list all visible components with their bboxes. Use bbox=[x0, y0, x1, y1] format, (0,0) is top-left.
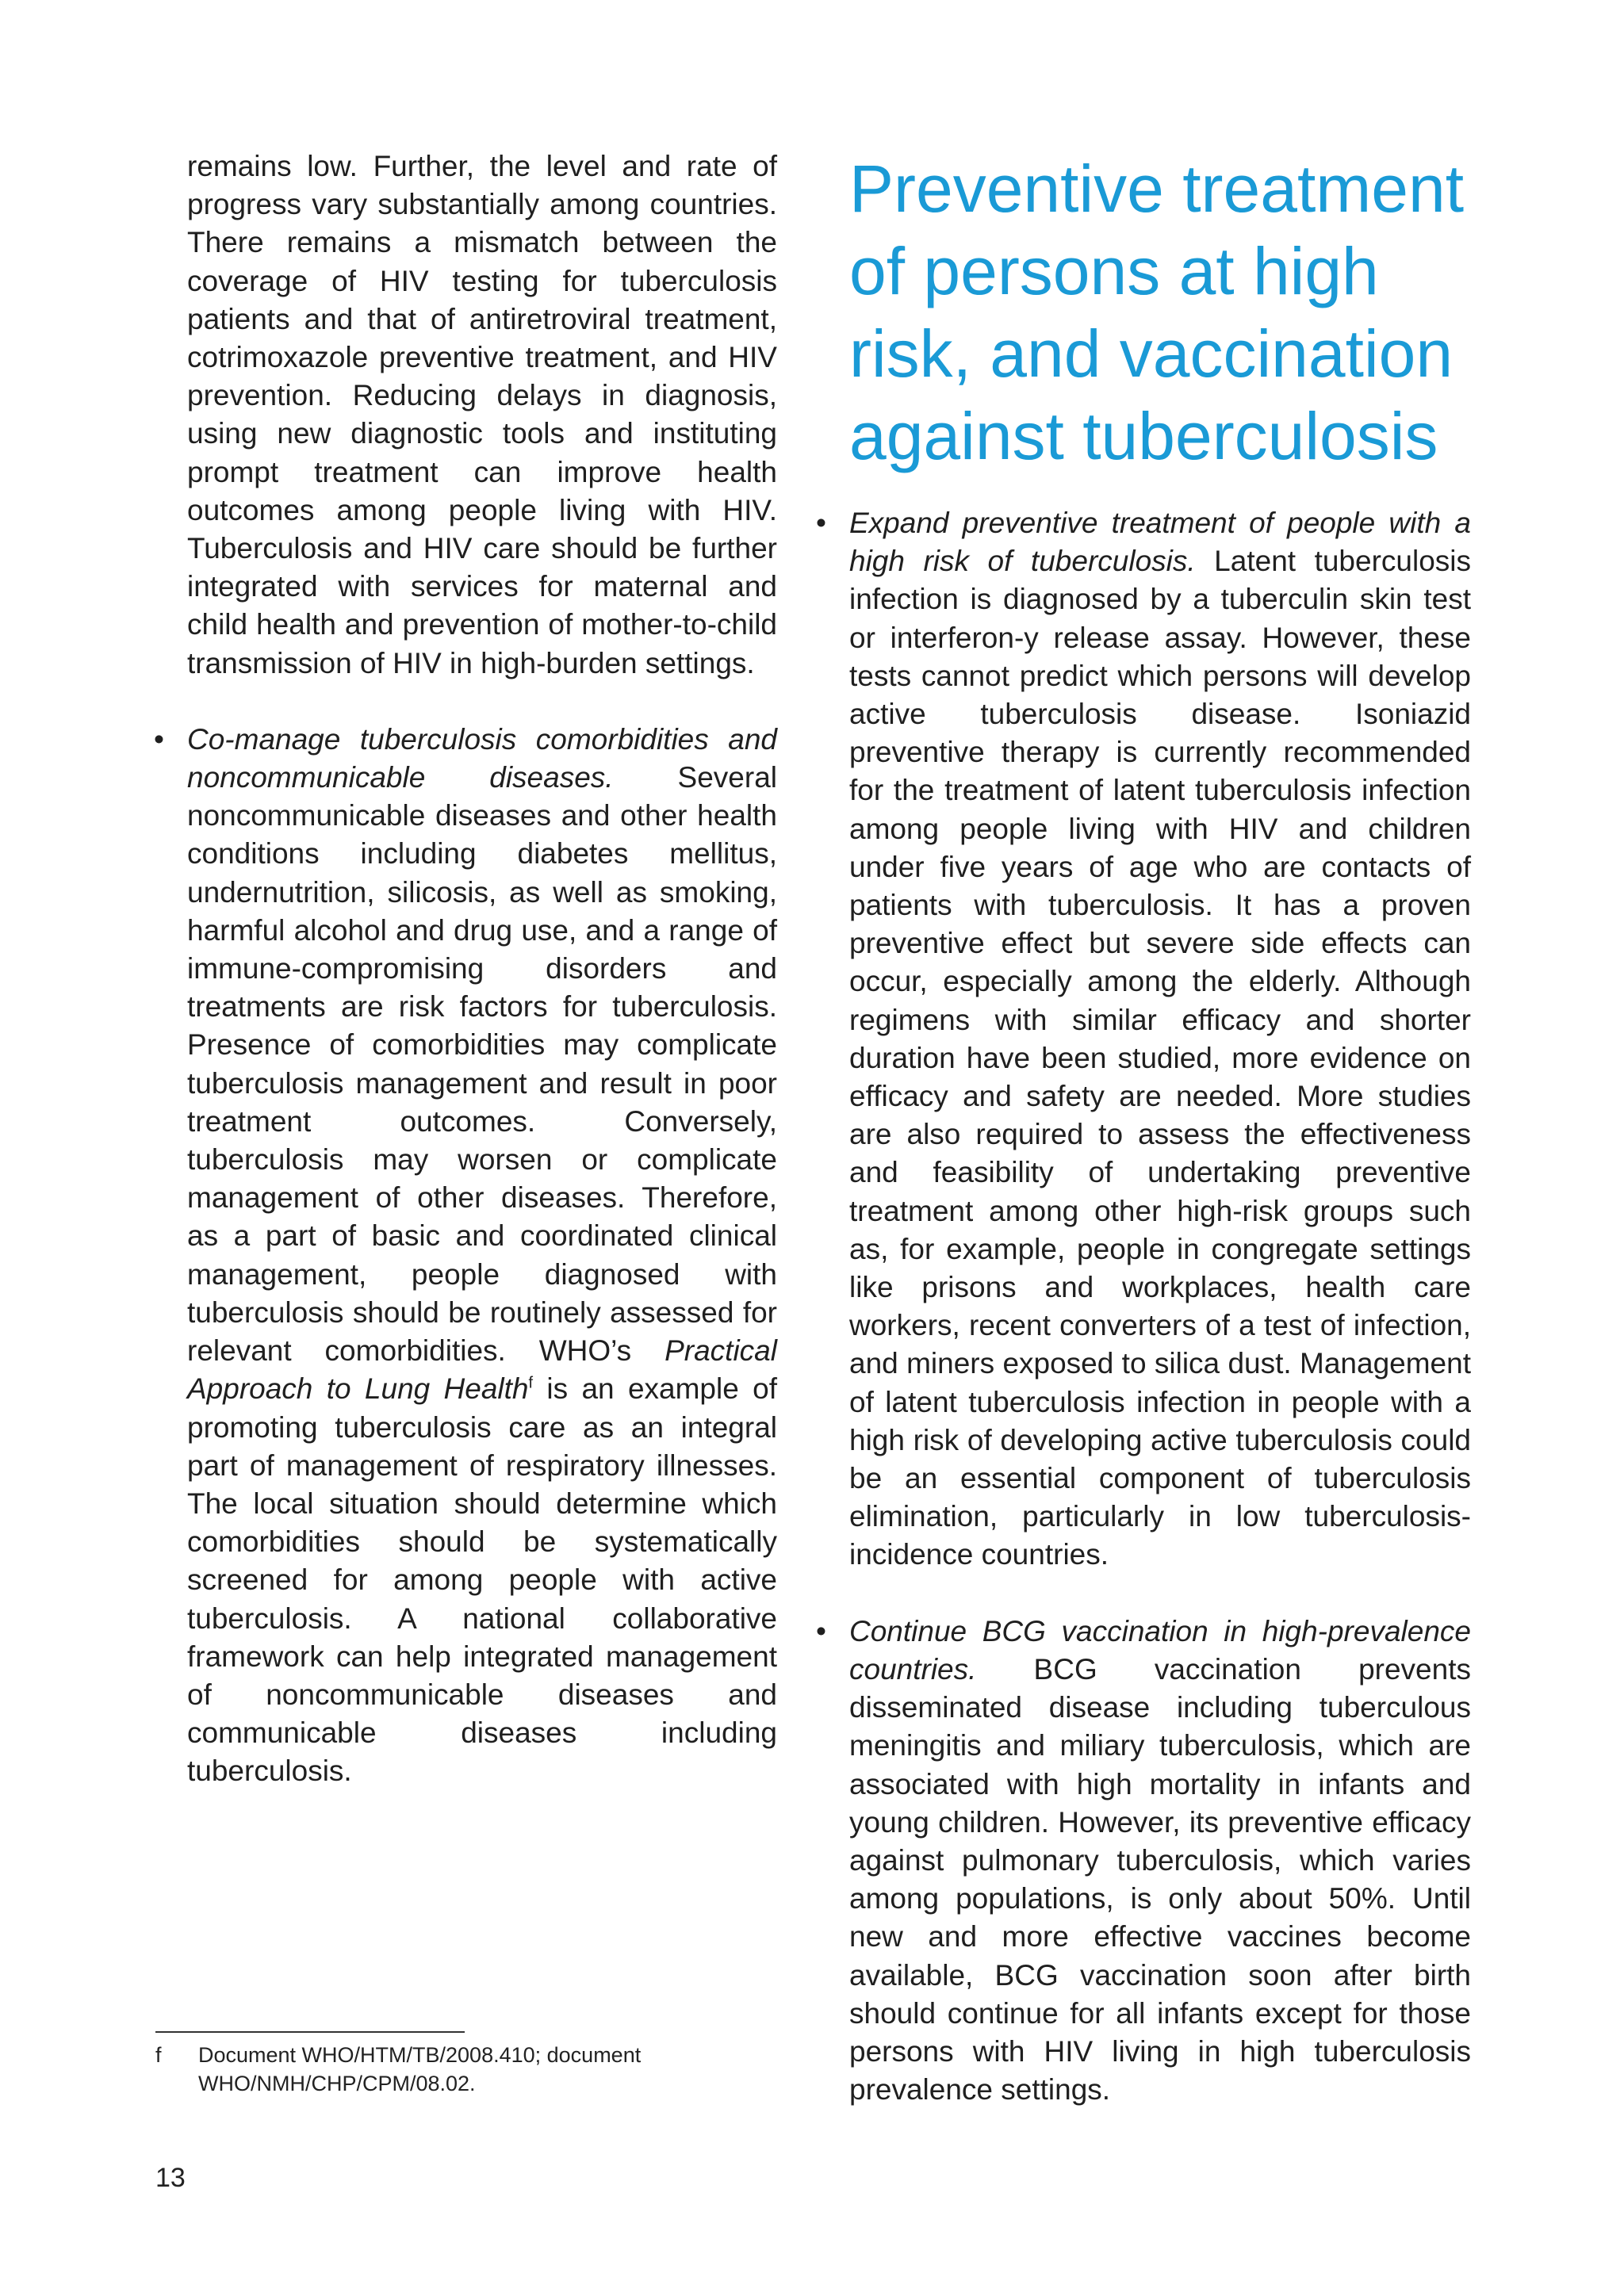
bullet-icon: • bbox=[816, 1614, 826, 1647]
bullet-icon: • bbox=[154, 722, 164, 756]
page-number: 13 bbox=[155, 2163, 186, 2193]
footnote-divider bbox=[155, 2031, 465, 2033]
right-column bbox=[816, 147, 1472, 2109]
publication-title: Practical Approach to Lung Health bbox=[187, 1334, 777, 1406]
footnote bbox=[155, 2041, 758, 2098]
footnote-text: Document WHO/HTM/TB/2008.410; document WHO/NMH/CHP/CPM/08.02. bbox=[198, 2043, 642, 2095]
left-column bbox=[154, 147, 778, 1791]
bullet-text: Several noncommunicable diseases and other health conditions including diabetes mellitus, undernutrition, silicosis, as well as smoking, harmful alcohol and drug use, and a range of immune-compromising disorders and treatments are risk factors for tuberculosis. Presence of comorbidities may complicate tuberculosis management and result in poor treatment outcomes. Conversely, tuberculosis may worsen or complicate management of other diseases. Therefore, as a part of basic and coordinated clinical management, people diagnosed with tuberculosis should be routinely assessed for relevant comorbidities. WHO’s bbox=[187, 761, 778, 1368]
section-title: Preventive treatment of persons at high risk, and vaccination against tuberculosis bbox=[849, 151, 1465, 473]
bullet-text-continued: is an example of promoting tuberculosis care as an integral part of management of respiratory illnesses. The local situation should determine which comorbidities should be systematically screened for among people with active tuberculosis. A national collaborative framework can help integrated management of noncommunicable diseases and communicable diseases including tuberculosis. bbox=[187, 1372, 777, 1788]
bullet-lead: Co-manage tuberculosis comorbidities and noncommunicable diseases. bbox=[187, 722, 777, 794]
bullet-item-comorbidities bbox=[154, 721, 778, 1791]
bullet-text: Latent tuberculosis infection is diagnosed by a tuberculin skin test or interferon-y release assay. However, these tests cannot predict which persons will develop active tuberculosis disease. Isoniazid preventive therapy is currently recommended for the treatment of latent tuberculosis infection among people living with HIV and children under five years of age who are contacts of patients with tuberculosis. It has a proven preventive effect but severe side effects can occur, especially among the elderly. Although regimens with similar efficacy and shorter duration have been studied, more evidence on efficacy and safety are needed. More studies are also required to assess the effectiveness and feasibility of undertaking preventive treatment among other high-risk groups such as, for example, people in congregate settings like prisons and workplaces, health care workers, recent converters of a test of infection, and miners exposed to silica dust. Management of latent tuberculosis infection in people with a high risk of developing active tuberculosis could be an essential component of tuberculosis elimination, particularly in low tuberculosis-incidence countries. bbox=[849, 545, 1472, 1571]
bullet-item-preventive-treatment bbox=[816, 504, 1472, 1575]
footnote-mark: f bbox=[155, 2043, 162, 2067]
bullet-text: BCG vaccination prevents disseminated disease including tuberculous meningitis and miliary tuberculosis, which are associated with high mortality in infants and young children. However, its preventive efficacy against pulmonary tuberculosis, which varies among populations, is only about 50%. Until new and more effective vaccines become available, BCG vaccination soon after birth should continue for all infants except for those persons with HIV living in high tuberculosis prevalence settings. bbox=[849, 1652, 1471, 2107]
bullet-lead: Continue BCG vaccination in high-prevalence countries. bbox=[849, 1614, 1471, 1686]
body-paragraph: remains low. Further, the level and rate of progress vary substantially among countries. There remains a mismatch between the coverage of HIV testing for tuberculosis patients and that of antiretroviral treatment, cotrimoxazole preventive treatment, and HIV prevention. Reducing delays in diagnosis, using new diagnostic tools and instituting prompt treatment can improve health outcomes among people living with HIV. Tuberculosis and HIV care should be further integrated with services for maternal and child health and prevention of mother-to-child transmission of HIV in high-burden settings. bbox=[187, 150, 777, 679]
bullet-lead: Expand preventive treatment of people with a high risk of tuberculosis. bbox=[849, 507, 1471, 578]
footnote-reference: f bbox=[528, 1374, 534, 1392]
bullet-icon: • bbox=[816, 507, 826, 539]
bullet-item-bcg-vaccination bbox=[816, 1613, 1471, 2110]
